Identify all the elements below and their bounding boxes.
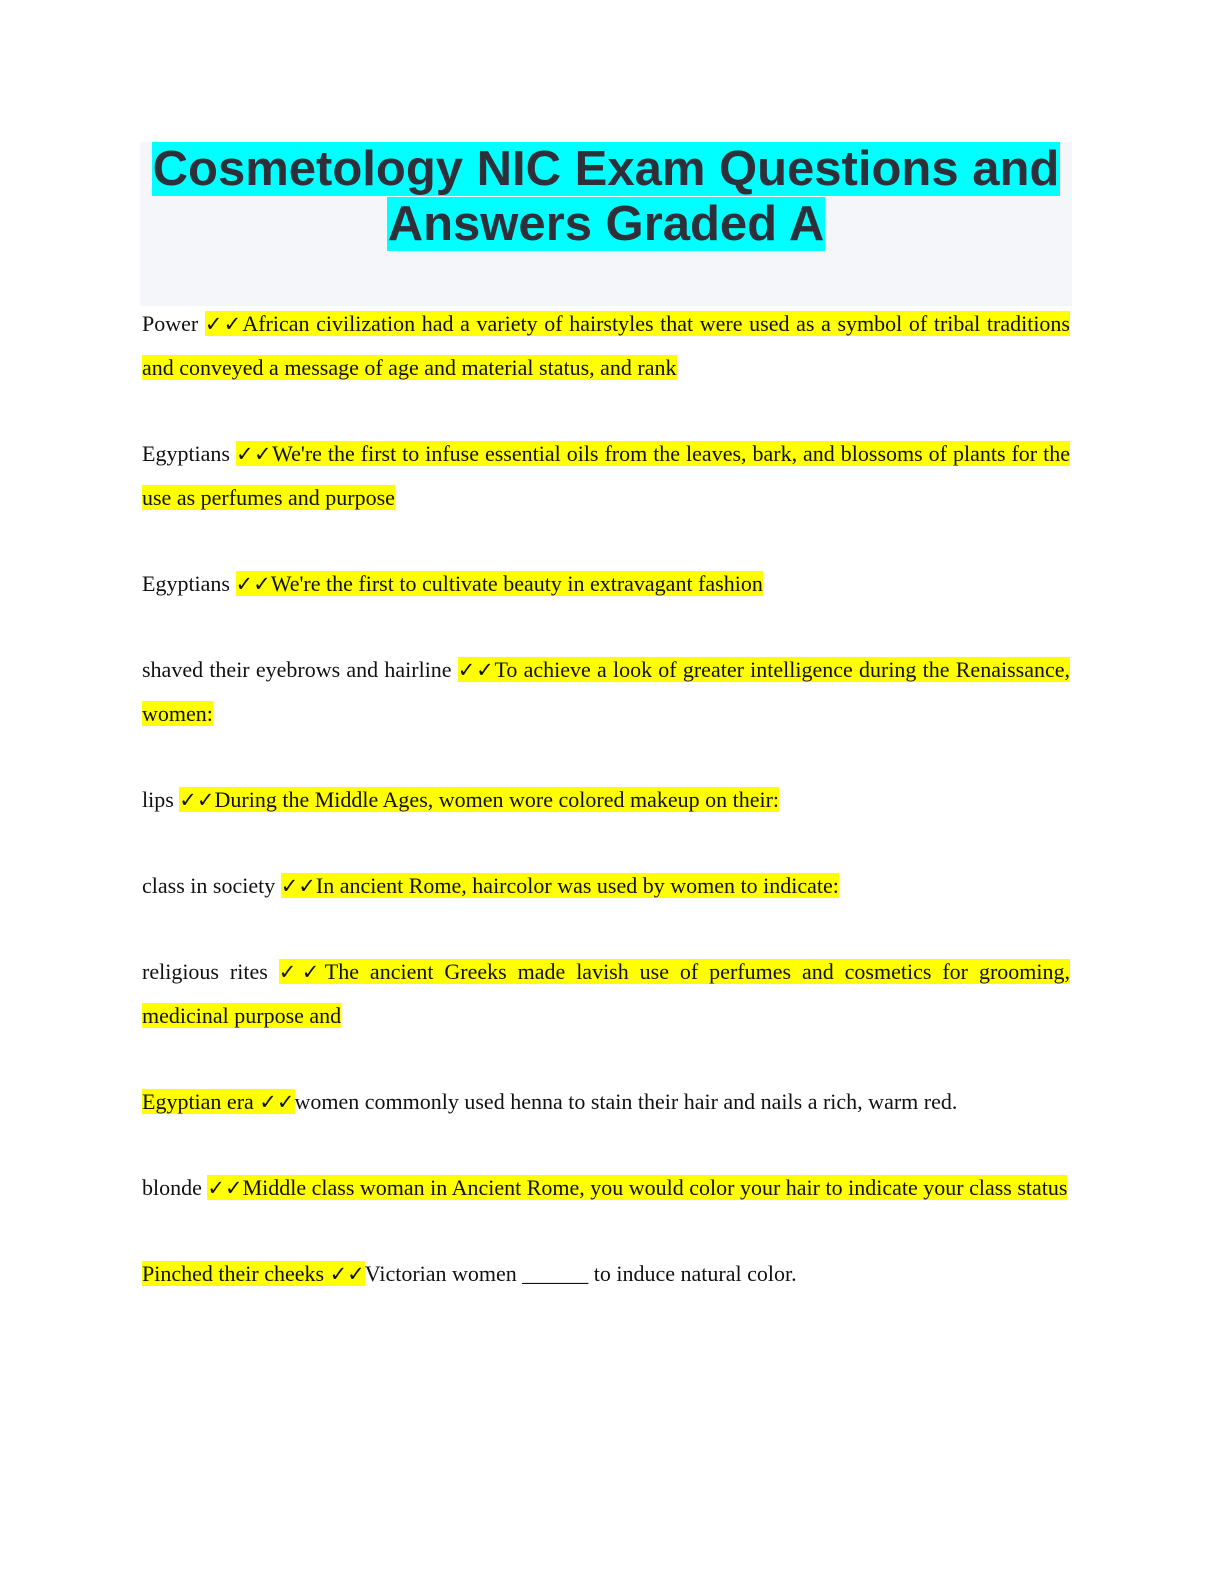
qa-item: [142, 432, 1070, 520]
qa-term-highlight: [142, 1089, 295, 1114]
qa-term: Egyptians: [142, 441, 236, 466]
title-line-1: Cosmetology NIC Exam Questions and: [152, 142, 1060, 196]
qa-answer: During the Middle Ages, women wore colored makeup on their:: [214, 787, 780, 812]
double-check-icon: ✓✓: [235, 572, 271, 596]
double-check-icon: ✓✓: [235, 442, 273, 466]
qa-answer: Victorian women ______ to induce natural color.: [364, 1261, 797, 1286]
qa-term-highlight: [142, 1261, 365, 1286]
qa-term: Pinched their cheeks: [142, 1261, 330, 1286]
qa-answer: women commonly used henna to stain their hair and nails a rich, warm red.: [294, 1089, 958, 1114]
qa-item: [142, 778, 1070, 822]
qa-answer: We're the first to cultivate beauty in extravagant fashion: [270, 571, 763, 596]
double-check-icon: ✓✓: [259, 1090, 295, 1114]
qa-item: [142, 1166, 1070, 1210]
qa-item: [142, 562, 1070, 606]
qa-answer: To achieve a look of greater intelligence during the Renaissance, women:: [142, 657, 1070, 726]
qa-term: blonde: [142, 1175, 208, 1200]
question-answer-list: [142, 302, 1070, 1338]
double-check-icon: ✓✓: [278, 960, 325, 984]
qa-item: [142, 648, 1070, 736]
qa-answer: Middle class woman in Ancient Rome, you would color your hair to indicate your class status: [242, 1175, 1068, 1200]
double-check-icon: ✓✓: [280, 874, 316, 898]
qa-term: religious rites: [142, 959, 279, 984]
qa-answer: In ancient Rome, haircolor was used by women to indicate:: [315, 873, 839, 898]
qa-item: [142, 1252, 1070, 1296]
qa-term: shaved their eyebrows and hairline: [142, 657, 458, 682]
qa-term: Power: [142, 311, 205, 336]
page-title: [140, 142, 1072, 252]
title-line-2: Answers Graded A: [387, 197, 825, 251]
qa-answer-highlight: [142, 959, 1070, 1028]
qa-answer: We're the first to infuse essential oils from the leaves, bark, and blossoms of plants for the use as perfumes and purpose: [142, 441, 1070, 510]
qa-term: Egyptian era: [142, 1089, 260, 1114]
qa-term: lips: [142, 787, 180, 812]
double-check-icon: ✓✓: [207, 1176, 243, 1200]
qa-answer-highlight: [142, 441, 1070, 510]
qa-item: [142, 864, 1070, 908]
qa-answer: The ancient Greeks made lavish use of perfumes and cosmetics for grooming, medicinal purpose and: [142, 959, 1070, 1028]
qa-term: Egyptians: [142, 571, 236, 596]
double-check-icon: ✓✓: [457, 658, 495, 682]
double-check-icon: ✓✓: [204, 312, 243, 336]
qa-item: [142, 950, 1070, 1038]
qa-answer-highlight: [142, 311, 1070, 380]
qa-answer-highlight: [236, 571, 763, 596]
qa-term: class in society: [142, 873, 281, 898]
qa-answer-highlight: [207, 1175, 1067, 1200]
double-check-icon: ✓✓: [179, 788, 215, 812]
qa-item: [142, 1080, 1070, 1124]
qa-answer-highlight: [281, 873, 839, 898]
double-check-icon: ✓✓: [329, 1262, 365, 1286]
qa-answer: African civilization had a variety of hairstyles that were used as a symbol of tribal traditions and conveyed a message of age and material status, and rank: [142, 311, 1070, 380]
qa-item: [142, 302, 1070, 390]
qa-answer-highlight: [179, 787, 779, 812]
